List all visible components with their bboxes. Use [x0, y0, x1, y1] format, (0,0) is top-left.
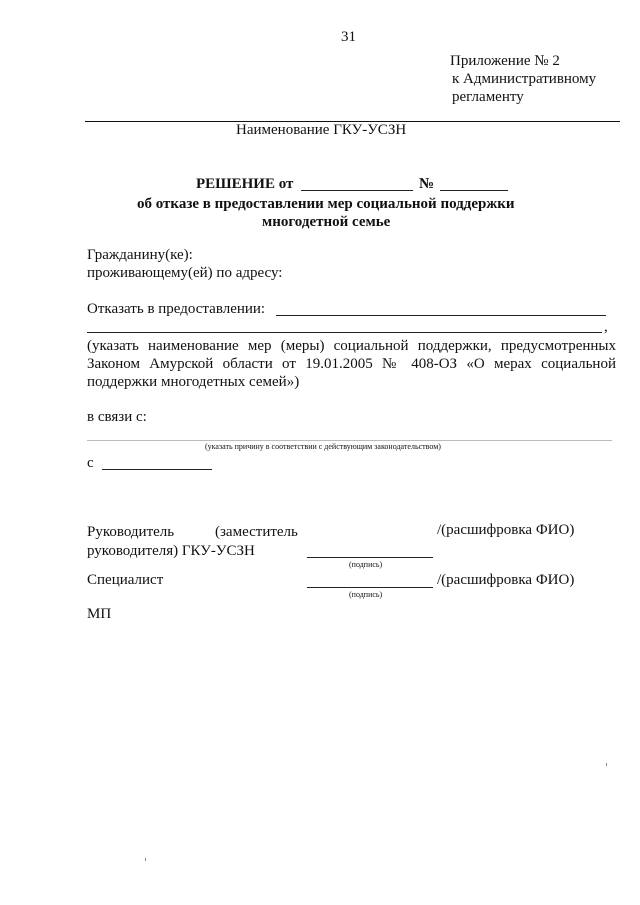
decision-subtitle-2: многодетной семье [262, 214, 391, 230]
specialist-signature-hint: (подпись) [349, 590, 383, 599]
decision-date-field[interactable] [301, 190, 413, 191]
scan-speck [145, 858, 146, 861]
specialist-fio-decode: /(расшифровка ФИО) [437, 572, 575, 588]
reason-label: в связи с: [87, 409, 147, 425]
refuse-label: Отказать в предоставлении: [87, 301, 266, 317]
organization-name: Наименование ГКУ-УСЗН [236, 122, 407, 138]
measures-hint-3: поддержки многодетных семей») [87, 374, 300, 390]
stamp-label: МП [87, 606, 112, 622]
head-signature-hint: (подпись) [349, 560, 383, 569]
decision-number-sign: № [419, 176, 435, 192]
since-field[interactable] [102, 469, 212, 470]
appendix-to: к Административному [452, 71, 597, 87]
head-signature-field[interactable] [307, 557, 433, 558]
address-label: проживающему(ей) по адресу: [87, 265, 283, 281]
appendix-regulation: регламенту [452, 89, 524, 105]
measures-hint-2: Законом Амурской области от 19.01.2005 № 408-ОЗ «О мерах социальной [87, 356, 616, 372]
decision-subtitle-1: об отказе в предоставлении мер социальной поддержки [137, 196, 515, 212]
head-label-word2: (заместитель [215, 524, 298, 540]
measures-hint-1: (указать наименование мер (меры) социальной поддержки, предусмотренных [87, 338, 616, 354]
decision-title: РЕШЕНИЕ от [196, 176, 294, 192]
head-fio-decode: /(расшифровка ФИО) [437, 522, 575, 538]
refuse-comma: , [604, 319, 608, 335]
appendix-number: Приложение № 2 [450, 53, 560, 69]
scan-speck [606, 763, 607, 766]
specialist-signature-field[interactable] [307, 587, 433, 588]
reason-field[interactable] [87, 440, 612, 441]
citizen-label: Гражданину(ке): [87, 247, 193, 263]
reason-hint: (указать причину в соответствии с действующим законодательством) [205, 442, 441, 451]
refuse-field-1[interactable] [276, 315, 606, 316]
decision-number-field[interactable] [440, 190, 508, 191]
specialist-label: Специалист [87, 572, 164, 588]
page-number: 31 [341, 29, 356, 45]
head-label-word1: Руководитель [87, 524, 175, 540]
head-label-line2: руководителя) ГКУ-УСЗН [87, 543, 255, 559]
since-label: с [87, 455, 94, 471]
refuse-field-2[interactable] [87, 332, 602, 333]
